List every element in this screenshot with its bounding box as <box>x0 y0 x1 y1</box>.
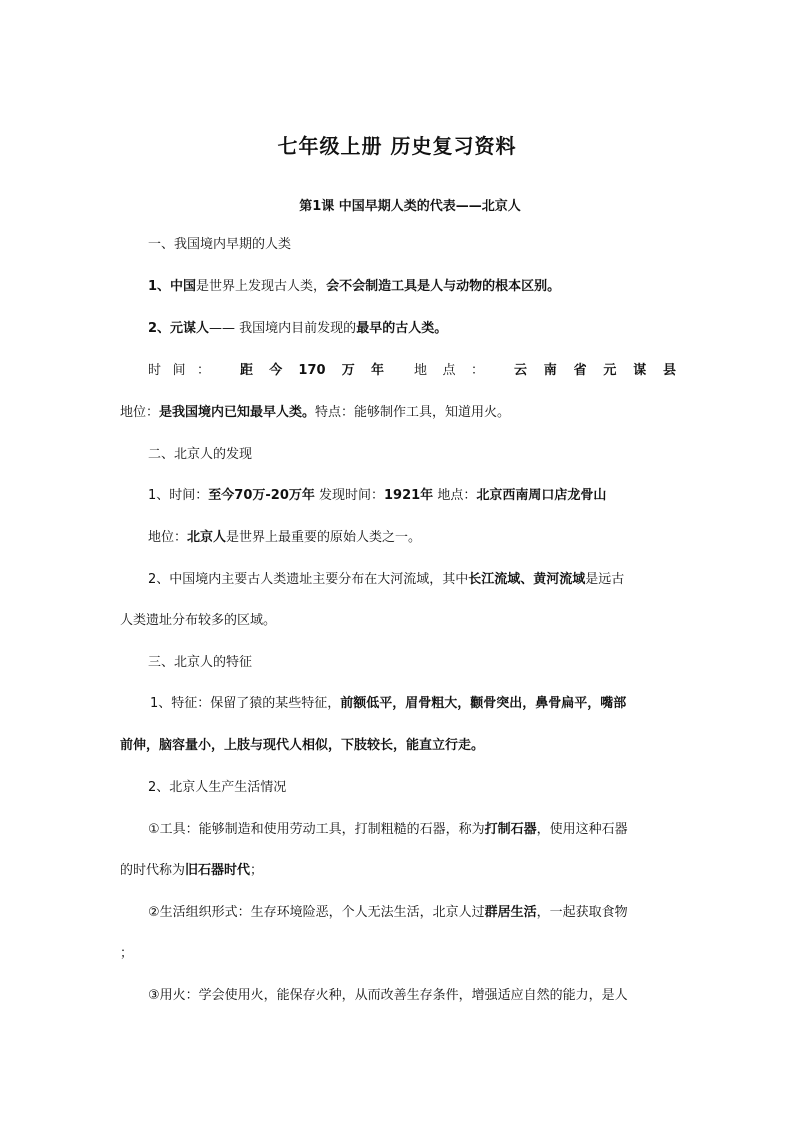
text-char: 间 <box>172 363 186 378</box>
text-fragment: 的时代称为 <box>120 863 186 878</box>
text-char: 年 <box>370 363 384 378</box>
text-char: 时 <box>148 363 162 378</box>
paragraph-features-line-1 <box>150 694 678 714</box>
text-fragment: 长江流域、黄河流域 <box>468 572 586 587</box>
paragraph-organization-line-2: ； <box>120 946 134 961</box>
text-char: ： <box>196 363 210 378</box>
text-fragment: —— 我国境内目前发现的 <box>209 321 357 336</box>
paragraph-organization-line-1 <box>148 903 676 923</box>
paragraph-sites-line-1 <box>148 570 676 590</box>
paragraph-status-features <box>120 403 676 423</box>
text-fragment: 是我国境内已知最早人类。 <box>159 405 316 420</box>
text-fragment: 旧石器时代 <box>185 863 251 878</box>
text-char: 地 <box>414 363 428 378</box>
paragraph-features-line-2: 前伸，脑容量小，上肢与现代人相似，下肢较长，能直立行走。 <box>120 738 485 753</box>
section-heading-3: 三、北京人的特征 <box>148 655 253 670</box>
time-value <box>240 361 384 381</box>
text-fragment: 地点： <box>433 488 477 503</box>
text-fragment: 是世界上最重要的原始人类之一。 <box>226 530 422 545</box>
text-fragment: 北京西南周口店龙骨山 <box>476 488 607 503</box>
lesson-title: 第1课 中国早期人类的代表——北京人 <box>299 199 521 214</box>
text-char: 距 <box>240 363 254 378</box>
text-fragment: 至今70万-20万年 <box>208 488 315 503</box>
time-label <box>148 361 210 381</box>
paragraph-peking-man-discovery <box>148 486 676 506</box>
text-char: 县 <box>662 363 676 378</box>
text-char: 省 <box>573 363 587 378</box>
text-char: ： <box>470 363 484 378</box>
text-fragment: 1921年 <box>384 488 434 503</box>
paragraph-china-ancient-humans <box>148 277 676 297</box>
text-char: 谋 <box>633 363 647 378</box>
text-fragment: 地位： <box>120 405 160 420</box>
text-fragment: 最早的古人类。 <box>356 321 448 336</box>
paragraph-life-heading: 2、北京人生产生活情况 <box>148 780 287 795</box>
paragraph-tools-line-1 <box>148 820 676 840</box>
section-heading-2: 二、北京人的发现 <box>148 447 253 462</box>
text-fragment: 会不会制造工具是人与动物的根本区别。 <box>326 279 561 294</box>
text-fragment: 北京人 <box>187 530 227 545</box>
text-fragment: 是世界上发现古人类， <box>196 279 327 294</box>
text-fragment: 1、特征：保留了猿的某些特征， <box>150 696 341 711</box>
text-fragment: ，一起获取食物 <box>536 905 628 920</box>
paragraph-fire: ③用火：学会使用火，能保存火种，从而改善生存条件，增强适应自然的能力，是人 <box>148 988 628 1003</box>
text-fragment: 1、中国 <box>148 279 197 294</box>
text-fragment: 2、元谋人 <box>148 321 210 336</box>
text-fragment: ； <box>250 863 264 878</box>
text-char: 云 <box>514 363 528 378</box>
text-fragment: ，使用这种石器 <box>536 822 628 837</box>
text-char: 南 <box>543 363 557 378</box>
section-heading-1: 一、我国境内早期的人类 <box>148 237 292 252</box>
paragraph-sites-line-2: 人类遗址分布较多的区域。 <box>120 613 277 628</box>
text-char: 170 <box>298 363 326 378</box>
document-title: 七年级上册 历史复习资料 <box>277 134 517 158</box>
text-fragment: ②生活组织形式：生存环境险恶，个人无法生活，北京人过 <box>148 905 485 920</box>
paragraph-yuanmou-man <box>148 319 676 339</box>
text-char: 点 <box>442 363 456 378</box>
text-fragment: 特点：能够制作工具，知道用火。 <box>315 405 511 420</box>
paragraph-peking-man-status <box>148 528 676 548</box>
paragraph-tools-line-2 <box>120 861 676 881</box>
text-char: 万 <box>341 363 355 378</box>
text-fragment: 发现时间： <box>314 488 384 503</box>
text-char: 今 <box>269 363 283 378</box>
text-fragment: 是远古 <box>585 572 625 587</box>
text-fragment: 2、中国境内主要古人类遗址主要分布在大河流域，其中 <box>148 572 469 587</box>
text-fragment: 前额低平，眉骨粗大，颧骨突出，鼻骨扁平，嘴部 <box>340 696 627 711</box>
place-value <box>514 361 676 381</box>
place-label <box>414 361 484 381</box>
text-fragment: ①工具：能够制造和使用劳动工具，打制粗糙的石器，称为 <box>148 822 485 837</box>
text-char: 元 <box>603 363 617 378</box>
text-fragment: 打制石器 <box>484 822 537 837</box>
text-fragment: 地位： <box>148 530 188 545</box>
text-fragment: 1、时间： <box>148 488 209 503</box>
text-fragment: 群居生活 <box>484 905 537 920</box>
paragraph-time-place <box>148 361 676 381</box>
